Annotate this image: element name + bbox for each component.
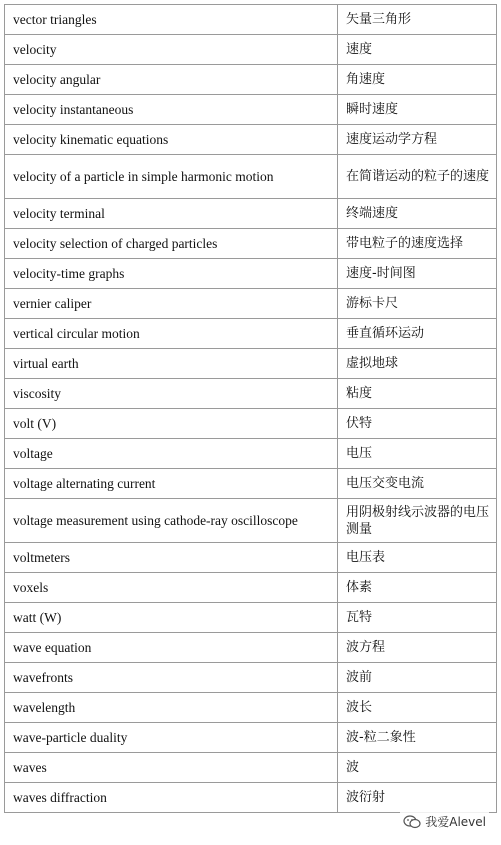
table-row — [5, 199, 497, 229]
table-row — [5, 573, 497, 603]
table-row — [5, 349, 497, 379]
term-english: velocity kinematic equations — [5, 125, 338, 155]
table-row — [5, 289, 497, 319]
term-chinese: 粘度 — [338, 379, 497, 409]
term-chinese: 带电粒子的速度选择 — [338, 229, 497, 259]
term-english: watt (W) — [5, 603, 338, 633]
term-english: velocity angular — [5, 65, 338, 95]
term-chinese: 虚拟地球 — [338, 349, 497, 379]
term-chinese: 在简谐运动的粒子的速度 — [338, 155, 497, 199]
term-chinese: 矢量三角形 — [338, 5, 497, 35]
table-row — [5, 439, 497, 469]
term-english: viscosity — [5, 379, 338, 409]
term-english: velocity terminal — [5, 199, 338, 229]
watermark-text: 我爱Alevel — [425, 815, 486, 829]
table-row — [5, 35, 497, 65]
term-english: voltage measurement using cathode-ray oscilloscope — [5, 499, 338, 543]
term-english: wavefronts — [5, 663, 338, 693]
term-chinese: 速度 — [338, 35, 497, 65]
table-row — [5, 603, 497, 633]
table-row — [5, 319, 497, 349]
table-row — [5, 753, 497, 783]
table-row — [5, 469, 497, 499]
term-chinese: 电压交变电流 — [338, 469, 497, 499]
term-chinese: 波长 — [338, 693, 497, 723]
term-english: vector triangles — [5, 5, 338, 35]
table-row — [5, 633, 497, 663]
term-english: velocity instantaneous — [5, 95, 338, 125]
term-chinese: 电压 — [338, 439, 497, 469]
term-english: waves — [5, 753, 338, 783]
table-row — [5, 229, 497, 259]
table-row — [5, 783, 497, 813]
table-row — [5, 543, 497, 573]
term-english: wavelength — [5, 693, 338, 723]
term-chinese: 游标卡尺 — [338, 289, 497, 319]
term-english: volt (V) — [5, 409, 338, 439]
wechat-icon — [403, 815, 421, 829]
table-row — [5, 409, 497, 439]
term-chinese: 波方程 — [338, 633, 497, 663]
term-chinese: 瓦特 — [338, 603, 497, 633]
term-english: velocity of a particle in simple harmonic motion — [5, 155, 338, 199]
term-chinese: 波衍射 — [338, 783, 497, 813]
term-english: velocity selection of charged particles — [5, 229, 338, 259]
term-chinese: 角速度 — [338, 65, 497, 95]
term-english: vertical circular motion — [5, 319, 338, 349]
glossary-table-body — [5, 5, 497, 813]
term-english: wave-particle duality — [5, 723, 338, 753]
term-chinese: 波 — [338, 753, 497, 783]
term-english: voltage — [5, 439, 338, 469]
term-english: waves diffraction — [5, 783, 338, 813]
term-chinese: 用阴极射线示波器的电压测量 — [338, 499, 497, 543]
term-chinese: 速度-时间图 — [338, 259, 497, 289]
term-chinese: 瞬时速度 — [338, 95, 497, 125]
term-english: velocity-time graphs — [5, 259, 338, 289]
glossary-table — [4, 4, 497, 813]
term-chinese: 波-粒二象性 — [338, 723, 497, 753]
term-chinese: 速度运动学方程 — [338, 125, 497, 155]
table-row — [5, 499, 497, 543]
term-english: velocity — [5, 35, 338, 65]
term-english: voltmeters — [5, 543, 338, 573]
term-chinese: 伏特 — [338, 409, 497, 439]
term-chinese: 体素 — [338, 573, 497, 603]
term-chinese: 终端速度 — [338, 199, 497, 229]
table-row — [5, 125, 497, 155]
watermark — [400, 812, 489, 831]
term-english: wave equation — [5, 633, 338, 663]
term-chinese: 电压表 — [338, 543, 497, 573]
term-english: voxels — [5, 573, 338, 603]
table-row — [5, 155, 497, 199]
term-english: virtual earth — [5, 349, 338, 379]
term-english: voltage alternating current — [5, 469, 338, 499]
table-row — [5, 95, 497, 125]
table-row — [5, 5, 497, 35]
term-english: vernier caliper — [5, 289, 338, 319]
table-row — [5, 65, 497, 95]
table-row — [5, 723, 497, 753]
term-chinese: 波前 — [338, 663, 497, 693]
table-row — [5, 379, 497, 409]
table-row — [5, 663, 497, 693]
table-row — [5, 693, 497, 723]
table-row — [5, 259, 497, 289]
term-chinese: 垂直循环运动 — [338, 319, 497, 349]
